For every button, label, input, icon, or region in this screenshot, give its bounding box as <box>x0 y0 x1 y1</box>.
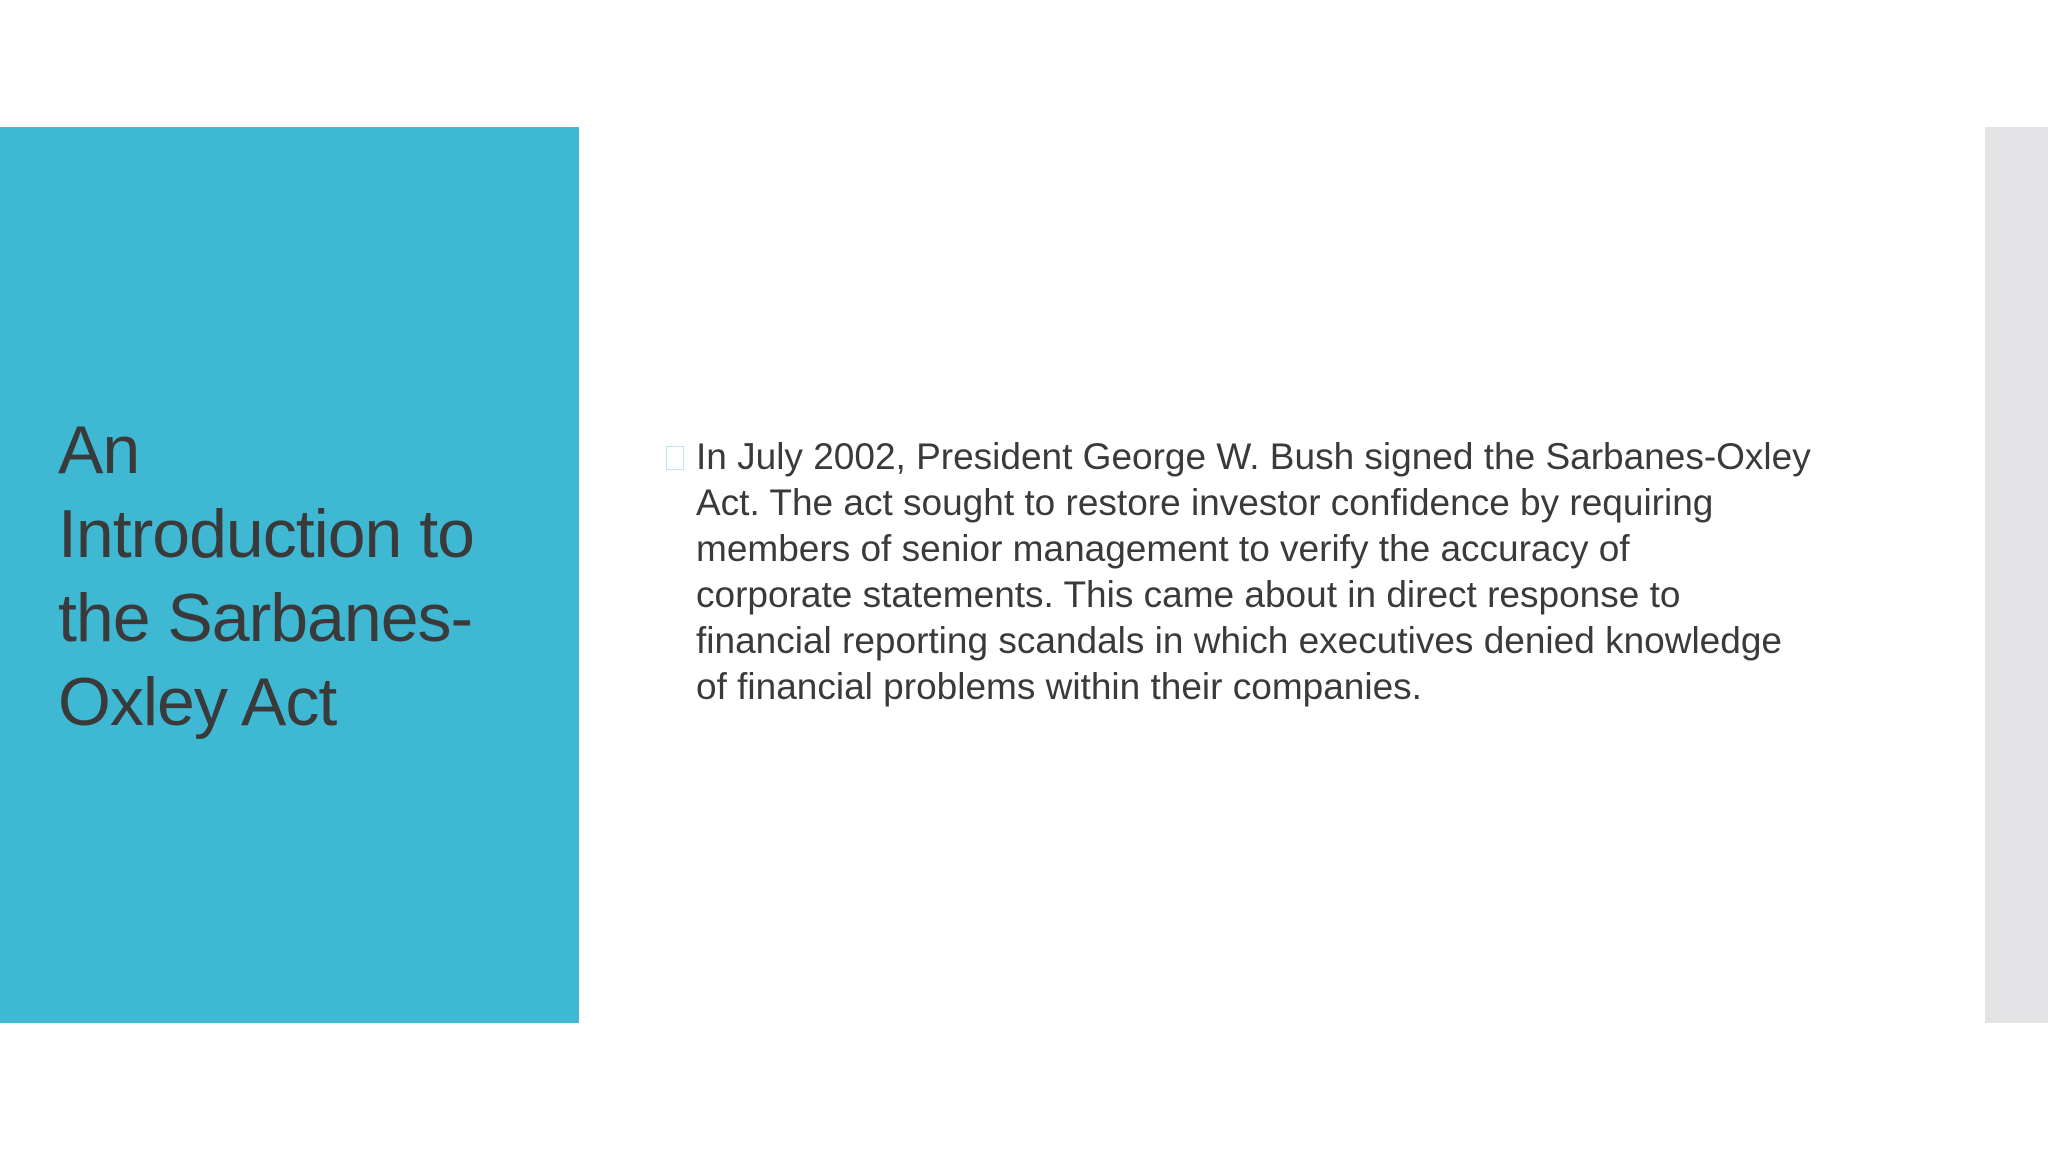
right-accent-strip <box>1985 127 2048 1023</box>
slide-content <box>664 434 1864 710</box>
bullet-item <box>664 434 1864 710</box>
bullet-text: In July 2002, President George W. Bush signed the Sarbanes-Oxley Act. The act sought to restore investor confidence by requiring members of senior management to verify the accuracy of corporate statements. This came about in direct response to financial reporting scandals in which executives denied knowledge of financial problems within their companies. <box>696 436 1811 707</box>
slide-title: An Introduction to the Sarbanes- Oxley Act <box>58 412 474 740</box>
square-bullet-icon <box>666 446 684 470</box>
